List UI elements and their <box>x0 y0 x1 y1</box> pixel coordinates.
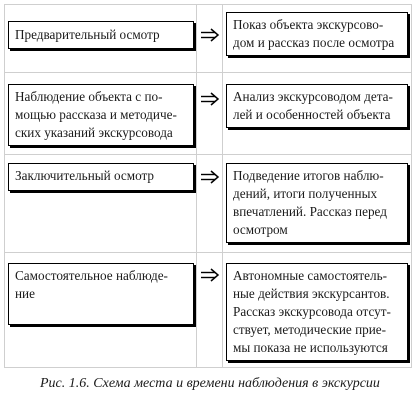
stage-text: мощью рассказа и методиче- <box>15 107 177 122</box>
method-text: Автономные самостоятель- <box>233 268 388 283</box>
method-text: мы показа не используются <box>233 340 388 355</box>
row-divider <box>4 252 412 253</box>
method-text: лей и особенностей объекта <box>233 107 391 122</box>
method-text: осмотром <box>233 222 288 237</box>
row-divider <box>4 72 412 73</box>
method-box-show-object <box>226 12 408 56</box>
stage-text: ние <box>15 286 35 301</box>
stage-box-independent <box>8 263 194 325</box>
double-arrow-icon <box>199 92 221 106</box>
stage-text: ских указаний экскурсовода <box>15 125 173 140</box>
stage-text: Предварительный осмотр <box>15 27 160 42</box>
stage-box-final <box>8 163 194 191</box>
figure-caption: Рис. 1.6. Схема места и времени наблюдения в экскурсии <box>40 376 380 391</box>
stage-box-observation <box>8 84 194 146</box>
column-divider <box>222 4 223 368</box>
column-divider <box>196 4 197 368</box>
method-box-analysis <box>226 84 408 128</box>
double-arrow-icon <box>199 268 221 282</box>
method-text: Подведение итогов наблю- <box>233 168 384 183</box>
method-text: ствует, методические прие- <box>233 322 387 337</box>
stage-text: Наблюдение объекта с по- <box>15 89 163 104</box>
method-text: Показ объекта экскурсово- <box>233 17 384 32</box>
double-arrow-icon <box>199 28 221 42</box>
method-text: ные действия экскурсантов. <box>233 286 390 301</box>
stage-text: Самостоятельное наблюде- <box>15 268 168 283</box>
method-box-autonomous <box>226 263 408 361</box>
method-box-summary <box>226 163 408 243</box>
stage-box-preliminary <box>8 21 194 49</box>
method-text: впечатлений. Рассказ перед <box>233 204 387 219</box>
method-text: дений, итоги полученных <box>233 186 378 201</box>
method-text: Анализ экскурсоводом дета- <box>233 89 393 104</box>
method-text: дом и рассказ после осмотра <box>233 35 395 50</box>
stage-text: Заключительный осмотр <box>15 168 155 183</box>
double-arrow-icon <box>199 170 221 184</box>
row-divider <box>4 154 412 155</box>
method-text: Рассказ экскурсовода отсут- <box>233 304 391 319</box>
